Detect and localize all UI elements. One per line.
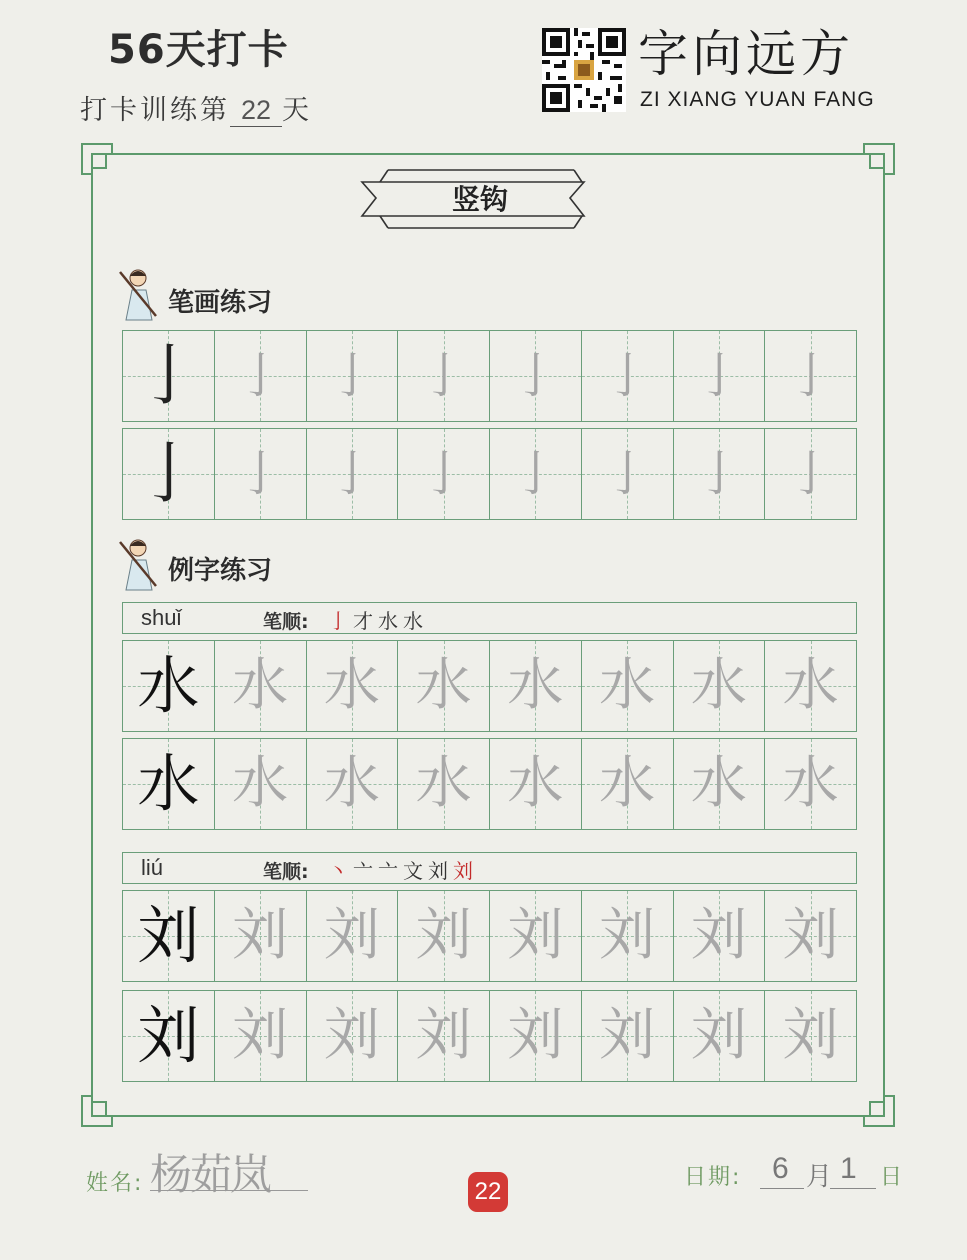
trace-cell[interactable] <box>215 641 307 731</box>
trace-glyph: 亅 <box>236 446 285 502</box>
model-glyph: 刘 <box>137 999 200 1072</box>
trace-glyph: 水 <box>690 653 747 718</box>
trace-glyph: 刘 <box>232 1003 289 1068</box>
trace-cell[interactable] <box>765 891 856 981</box>
model-cell <box>123 331 215 421</box>
trace-glyph: 水 <box>599 751 656 816</box>
trace-glyph: 刘 <box>782 1003 839 1068</box>
trace-glyph: 亅 <box>603 348 652 404</box>
model-cell <box>123 429 215 519</box>
stroke-order-label: 笔顺: <box>263 861 309 883</box>
scholar-icon <box>116 266 162 322</box>
stroke-order-sequence <box>328 605 428 634</box>
trace-glyph: 刘 <box>323 903 380 968</box>
trace-glyph: 亅 <box>236 348 285 404</box>
trace-cell[interactable] <box>307 891 399 981</box>
day-suffix: 天 <box>282 95 312 126</box>
trace-cell[interactable] <box>674 739 766 829</box>
trace-cell[interactable] <box>582 331 674 421</box>
stroke-order-label: 笔顺: <box>263 611 309 633</box>
char-row-1 <box>122 640 857 732</box>
pinyin: liú <box>141 855 164 880</box>
trace-glyph: 亅 <box>511 348 560 404</box>
trace-cell[interactable] <box>398 331 490 421</box>
trace-glyph: 水 <box>690 751 747 816</box>
trace-glyph: 亅 <box>786 446 835 502</box>
trace-glyph: 刘 <box>690 903 747 968</box>
page-number-badge: 22 <box>468 1172 508 1212</box>
trace-glyph: 亅 <box>511 446 560 502</box>
trace-cell[interactable] <box>490 891 582 981</box>
trace-glyph: 亅 <box>603 446 652 502</box>
section-title-stroke: 笔画练习 <box>168 288 273 318</box>
trace-cell[interactable] <box>765 739 856 829</box>
name-label: 姓名: <box>86 1171 144 1196</box>
trace-cell[interactable] <box>582 991 674 1081</box>
stroke-row-2 <box>122 428 857 520</box>
stroke-step: 亠 <box>378 859 403 883</box>
trace-cell[interactable] <box>674 331 766 421</box>
trace-cell[interactable] <box>765 641 856 731</box>
date-underline <box>760 1188 804 1189</box>
trace-cell[interactable] <box>582 891 674 981</box>
stroke-step: 水 <box>378 609 403 633</box>
trace-glyph: 刘 <box>415 903 472 968</box>
model-cell <box>123 739 215 829</box>
trace-cell[interactable] <box>490 641 582 731</box>
stroke-step: 亅 <box>328 609 353 633</box>
name-field[interactable]: 杨茹岚 <box>150 1150 271 1199</box>
trace-cell[interactable] <box>398 991 490 1081</box>
trace-glyph: 亅 <box>327 446 376 502</box>
lesson-title: 竖钩 <box>451 183 508 216</box>
stroke-step: 丶 <box>328 859 353 883</box>
trace-glyph: 水 <box>415 653 472 718</box>
trace-glyph: 刘 <box>599 903 656 968</box>
trace-cell[interactable] <box>398 641 490 731</box>
month-unit: 月 <box>806 1162 833 1192</box>
trace-cell[interactable] <box>215 991 307 1081</box>
trace-cell[interactable] <box>398 429 490 519</box>
date-day-field[interactable]: 1 <box>840 1152 857 1185</box>
trace-glyph: 水 <box>415 751 472 816</box>
trace-glyph: 亅 <box>419 348 468 404</box>
trace-glyph: 刘 <box>323 1003 380 1068</box>
model-glyph: 水 <box>137 747 200 820</box>
trace-glyph: 水 <box>232 653 289 718</box>
trace-glyph: 亅 <box>694 446 743 502</box>
brand-logo: 字向远方 <box>638 25 854 83</box>
trace-cell[interactable] <box>674 641 766 731</box>
day-unit: 日 <box>880 1165 903 1190</box>
trace-cell[interactable] <box>398 739 490 829</box>
trace-glyph: 水 <box>232 751 289 816</box>
model-glyph: 水 <box>137 649 200 722</box>
trace-glyph: 刘 <box>507 1003 564 1068</box>
scholar-icon <box>116 536 162 592</box>
trace-cell[interactable] <box>490 331 582 421</box>
brand-pinyin: ZI XIANG YUAN FANG <box>640 88 875 111</box>
date-underline <box>830 1188 876 1189</box>
trace-glyph: 水 <box>323 751 380 816</box>
trace-cell[interactable] <box>674 991 766 1081</box>
trace-glyph: 亅 <box>786 348 835 404</box>
trace-cell[interactable] <box>490 739 582 829</box>
trace-cell[interactable] <box>765 331 856 421</box>
trace-glyph: 刘 <box>782 903 839 968</box>
char-info-bar <box>122 852 857 884</box>
trace-cell[interactable] <box>307 331 399 421</box>
qr-code-icon[interactable] <box>540 28 628 112</box>
pinyin: shuǐ <box>141 605 182 630</box>
trace-glyph: 刘 <box>507 903 564 968</box>
date-label: 日期: <box>684 1165 742 1190</box>
stroke-step: 刘 <box>428 859 453 883</box>
day-number[interactable]: 22 <box>230 95 282 127</box>
day-prefix: 打卡训练第 <box>80 95 230 126</box>
model-cell <box>123 991 215 1081</box>
trace-cell[interactable] <box>674 429 766 519</box>
trace-cell[interactable] <box>307 429 399 519</box>
trace-glyph: 刘 <box>599 1003 656 1068</box>
model-cell <box>123 891 215 981</box>
trace-glyph: 刘 <box>415 1003 472 1068</box>
trace-glyph: 水 <box>507 653 564 718</box>
stroke-step: 亠 <box>353 859 378 883</box>
trace-glyph: 刘 <box>690 1003 747 1068</box>
trace-glyph: 刘 <box>232 903 289 968</box>
trace-glyph: 水 <box>323 653 380 718</box>
trace-cell[interactable] <box>582 739 674 829</box>
stroke-row-1 <box>122 330 857 422</box>
name-underline <box>150 1190 308 1191</box>
trace-glyph: 水 <box>782 653 839 718</box>
trace-cell[interactable] <box>765 991 856 1081</box>
trace-glyph: 水 <box>782 751 839 816</box>
stroke-step: 刘 <box>453 859 478 883</box>
section-title-example: 例字练习 <box>168 556 273 586</box>
trace-cell[interactable] <box>307 641 399 731</box>
trace-cell[interactable] <box>490 991 582 1081</box>
checkin-day-line <box>80 88 312 127</box>
trace-cell[interactable] <box>215 331 307 421</box>
page-title: 56天打卡 <box>108 27 289 73</box>
trace-glyph: 亅 <box>327 348 376 404</box>
char-row-2 <box>122 738 857 830</box>
trace-cell[interactable] <box>582 641 674 731</box>
char-info-bar <box>122 602 857 634</box>
trace-cell[interactable] <box>307 991 399 1081</box>
trace-cell[interactable] <box>215 739 307 829</box>
trace-cell[interactable] <box>674 891 766 981</box>
trace-cell[interactable] <box>215 429 307 519</box>
trace-glyph: 水 <box>599 653 656 718</box>
trace-cell[interactable] <box>490 429 582 519</box>
model-glyph: 刘 <box>137 899 200 972</box>
stroke-step: 水 <box>403 609 428 633</box>
trace-glyph: 亅 <box>694 348 743 404</box>
trace-cell[interactable] <box>582 429 674 519</box>
model-cell <box>123 641 215 731</box>
date-month-field[interactable]: 6 <box>772 1152 789 1185</box>
trace-cell[interactable] <box>215 891 307 981</box>
stroke-order-sequence <box>328 855 478 884</box>
trace-cell[interactable] <box>765 429 856 519</box>
stroke-step: 才 <box>353 609 378 633</box>
trace-cell[interactable] <box>307 739 399 829</box>
trace-cell[interactable] <box>398 891 490 981</box>
stroke-step: 文 <box>403 859 428 883</box>
char-row-4 <box>122 990 857 1082</box>
trace-glyph: 亅 <box>419 446 468 502</box>
trace-glyph: 水 <box>507 751 564 816</box>
model-glyph: 亅 <box>135 435 202 512</box>
model-glyph: 亅 <box>135 337 202 414</box>
char-row-3 <box>122 890 857 982</box>
